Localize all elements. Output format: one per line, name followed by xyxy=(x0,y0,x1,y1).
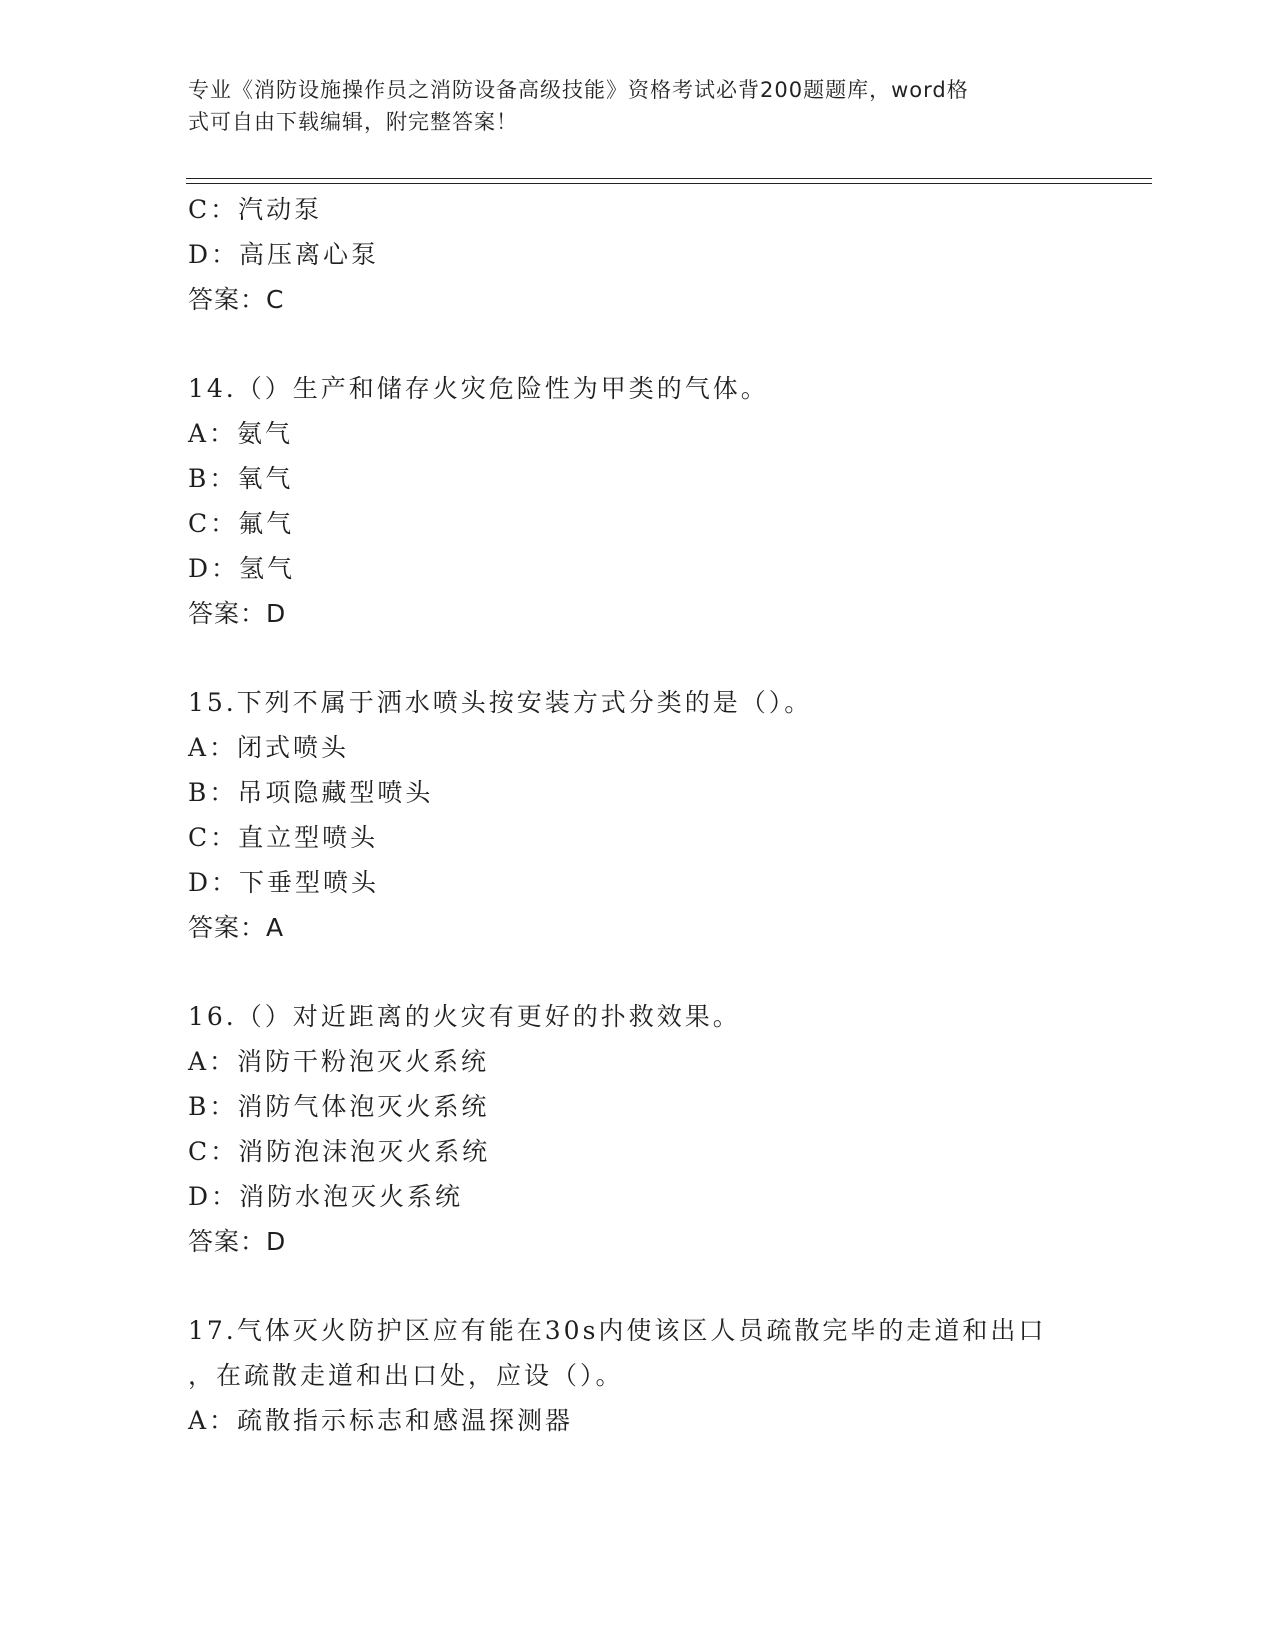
question-15-option-c: C：直立型喷头 xyxy=(188,823,379,852)
header-divider-bottom xyxy=(186,183,1152,184)
question-16-option-c: C：消防泡沫泡灭火系统 xyxy=(188,1137,491,1166)
question-16-option-b: B：消防气体泡灭火系统 xyxy=(188,1092,490,1121)
header-divider-top xyxy=(186,178,1152,179)
question-16-option-a: A：消防干粉泡灭火系统 xyxy=(188,1047,490,1076)
question-14-option-c: C：氟气 xyxy=(188,509,295,538)
question-14-option-b: B：氧气 xyxy=(188,464,294,493)
question-14-answer: 答案：D xyxy=(188,599,287,628)
question-14-option-d: D：氢气 xyxy=(188,554,296,583)
header-line-2: 式可自由下载编辑，附完整答案！ xyxy=(188,110,518,134)
prev-option-d: D：高压离心泵 xyxy=(188,240,380,269)
prev-answer: 答案：C xyxy=(188,285,285,314)
question-15-option-a: A：闭式喷头 xyxy=(188,733,350,762)
question-15-answer: 答案：A xyxy=(188,913,285,942)
question-14-stem: 14.（）生产和储存火灾危险性为甲类的气体。 xyxy=(188,374,769,403)
prev-option-c: C：汽动泵 xyxy=(188,195,323,224)
question-15-option-d: D：下垂型喷头 xyxy=(188,868,380,897)
header-line-1: 专业《消防设施操作员之消防设备高级技能》资格考试必背200题题库，word格 xyxy=(188,78,969,102)
question-15-option-b: B：吊项隐藏型喷头 xyxy=(188,778,434,807)
document-header xyxy=(188,74,1068,138)
question-15-stem: 15.下列不属于洒水喷头按安装方式分类的是（）。 xyxy=(188,688,813,717)
question-17-stem-line-2: ，在疏散走道和出口处，应设（）。 xyxy=(188,1361,624,1390)
question-17-stem-line-1: 17.气体灭火防护区应有能在30s内使该区人员疏散完毕的走道和出口 xyxy=(188,1316,1047,1345)
question-14-option-a: A：氨气 xyxy=(188,419,294,448)
question-17-option-a: A：疏散指示标志和感温探测器 xyxy=(188,1406,574,1435)
question-16-answer: 答案：D xyxy=(188,1227,287,1256)
question-16-option-d: D：消防水泡灭火系统 xyxy=(188,1182,464,1211)
question-16-stem: 16.（）对近距离的火灾有更好的扑救效果。 xyxy=(188,1002,741,1031)
